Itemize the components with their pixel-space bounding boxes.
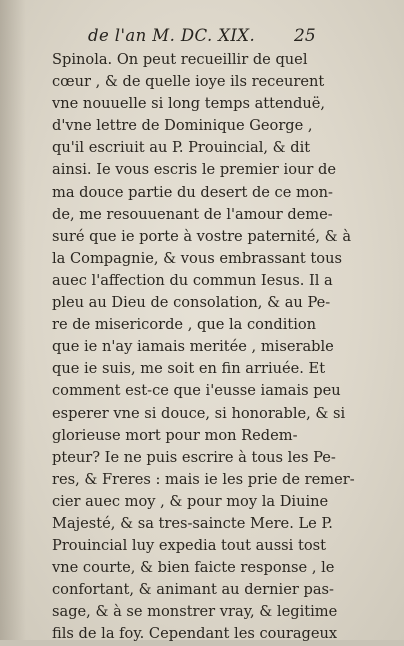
text-line: res, & Freres : mais ie les prie de remer- xyxy=(52,470,355,488)
text-line: comment est-ce que i'eusse iamais peu xyxy=(52,382,341,400)
text-line: que ie n'ay iamais meritée , miserable xyxy=(52,338,334,356)
page-header xyxy=(0,26,404,48)
text-line: suré que ie porte à vostre paternité, & à xyxy=(52,227,352,245)
page-number: 25 xyxy=(294,26,316,46)
text-line: ma douce partie du desert de ce mon- xyxy=(52,183,333,201)
running-head: de l'an M. DC. XIX. xyxy=(88,26,256,45)
gutter-shadow xyxy=(0,0,26,640)
text-line: confortant, & animant au dernier pas- xyxy=(52,581,334,599)
text-line: pteur? Ie ne puis escrire à tous les Pe- xyxy=(52,448,336,466)
text-line: Majesté, & sa tres-saincte Mere. Le P. xyxy=(52,514,333,532)
text-line: vne nouuelle si long temps attenduë, xyxy=(52,95,326,113)
text-line: re de misericorde , que la condition xyxy=(52,316,317,334)
text-line: glorieuse mort pour mon Redem- xyxy=(52,426,298,444)
text-line: de, me resouuenant de l'amour deme- xyxy=(52,205,333,223)
text-line: cœur , & de quelle ioye ils receurent xyxy=(52,73,325,91)
text-line: ainsi. Ie vous escris le premier iour de xyxy=(52,161,336,179)
body-text xyxy=(52,49,382,646)
text-line: vne courte, & bien faicte response , le xyxy=(52,559,335,577)
text-line: fils de la foy. Cependant les courageux xyxy=(52,625,338,643)
text-line: esperer vne si douce, si honorable, & si xyxy=(52,404,346,422)
text-line: sage, & à se monstrer vray, & legitime xyxy=(52,603,338,621)
text-line: cier auec moy , & pour moy la Diuine xyxy=(52,492,329,510)
text-line: Prouincial luy expedia tout aussi tost xyxy=(52,537,326,555)
text-line: que ie suis, me soit en fin arriuée. Et xyxy=(52,360,326,378)
text-line: pleu au Dieu de consolation, & au Pe- xyxy=(52,294,331,312)
text-line: la Compagnie, & vous embrassant tous xyxy=(52,249,342,267)
text-line: qu'il escriuit au P. Prouincial, & dit xyxy=(52,139,311,157)
text-line: Spinola. On peut recueillir de quel xyxy=(52,51,308,68)
text-line: auec l'affection du commun Iesus. Il a xyxy=(52,271,333,289)
text-line: d'vne lettre de Dominique George , xyxy=(52,117,313,135)
